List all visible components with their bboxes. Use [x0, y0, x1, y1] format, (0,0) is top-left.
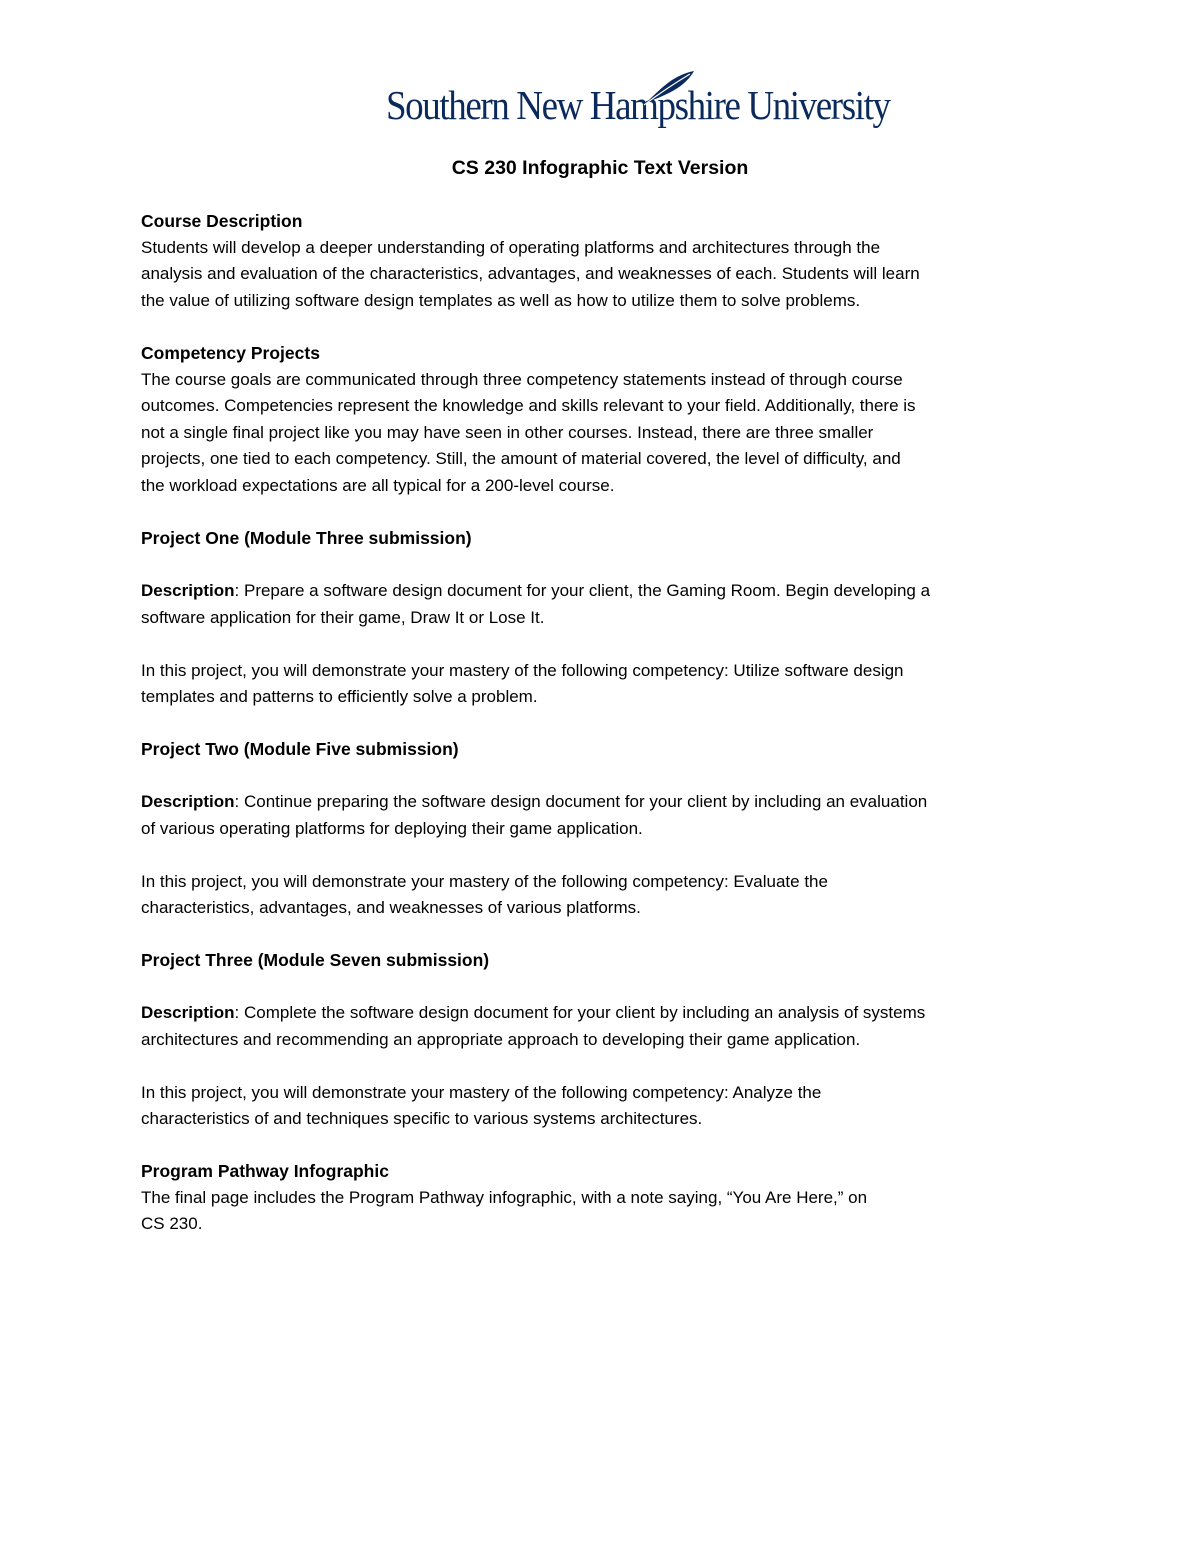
course-description-section: [141, 208, 1066, 314]
text-line: CS 230.: [141, 1214, 203, 1233]
project-one-section: [141, 525, 1066, 711]
text-line: The course goals are communicated through three competency statements instead of through course: [141, 369, 903, 389]
text-line: In this project, you will demonstrate your mastery of the following competency: Evaluate the: [141, 871, 828, 891]
text-line: [141, 789, 1066, 816]
text-line: not a single final project like you may have seen in other courses. Instead, there are three smaller: [141, 422, 874, 442]
description-label: Description: [141, 792, 235, 811]
feather-icon: [638, 68, 698, 108]
section-heading: Program Pathway Infographic: [141, 1161, 389, 1181]
text-line: projects, one tied to each competency. Still, the amount of material covered, the level of difficulty, and: [141, 449, 901, 468]
section-heading: Course Description: [141, 211, 303, 231]
description-text: : Continue preparing the software design document for your client by including an evaluation: [234, 792, 928, 811]
text-line: of various operating platforms for deploying their game application.: [141, 818, 643, 838]
text-line: In this project, you will demonstrate your mastery of the following competency: Analyze the: [141, 1082, 822, 1102]
description-label: Description: [141, 1003, 235, 1022]
section-heading: Project Two (Module Five submission): [141, 739, 459, 759]
page-title: CS 230 Infographic Text Version: [451, 157, 749, 179]
section-heading: Project Three (Module Seven submission): [141, 950, 490, 970]
text-line: the workload expectations are all typical for a 200-level course.: [141, 475, 615, 495]
text-line: analysis and evaluation of the characteristics, advantages, and weaknesses of each. Students will learn: [141, 264, 920, 283]
text-line: the value of utilizing software design templates as well as how to utilize them to solve problems.: [141, 290, 861, 310]
section-heading: Project One (Module Three submission): [141, 528, 472, 548]
text-line: characteristics, advantages, and weaknesses of various platforms.: [141, 898, 641, 917]
text-line: architectures and recommending an appropriate approach to developing their game application.: [141, 1029, 861, 1049]
text-line: software application for their game, Draw It or Lose It.: [141, 607, 545, 627]
text-line: Students will develop a deeper understanding of operating platforms and architectures through the: [141, 237, 881, 257]
project-three-section: [141, 947, 1066, 1133]
text-line: templates and patterns to efficiently solve a problem.: [141, 687, 538, 706]
project-two-section: [141, 736, 1066, 922]
text-line: characteristics of and techniques specific to various systems architectures.: [141, 1109, 703, 1128]
competency-projects-section: [141, 340, 1066, 499]
description-text: : Prepare a software design document for your client, the Gaming Room. Begin developing a: [234, 581, 931, 600]
text-line: In this project, you will demonstrate your mastery of the following competency: Utilize software design: [141, 660, 904, 680]
section-heading: Competency Projects: [141, 343, 320, 363]
text-line: The final page includes the Program Pathway infographic, with a note saying, “You Are Here,” on: [141, 1187, 868, 1207]
description-text: : Complete the software design document for your client by including an analysis of systems: [234, 1003, 926, 1022]
text-line: [141, 1000, 1066, 1027]
university-logo-text: Southern New Hampshire University: [386, 83, 890, 130]
description-label: Description: [141, 581, 235, 600]
text-line: outcomes. Competencies represent the knowledge and skills relevant to your field. Additionally, there is: [141, 396, 916, 415]
university-logo: [380, 68, 890, 136]
program-pathway-section: [141, 1158, 1066, 1238]
text-line: [141, 578, 1066, 605]
